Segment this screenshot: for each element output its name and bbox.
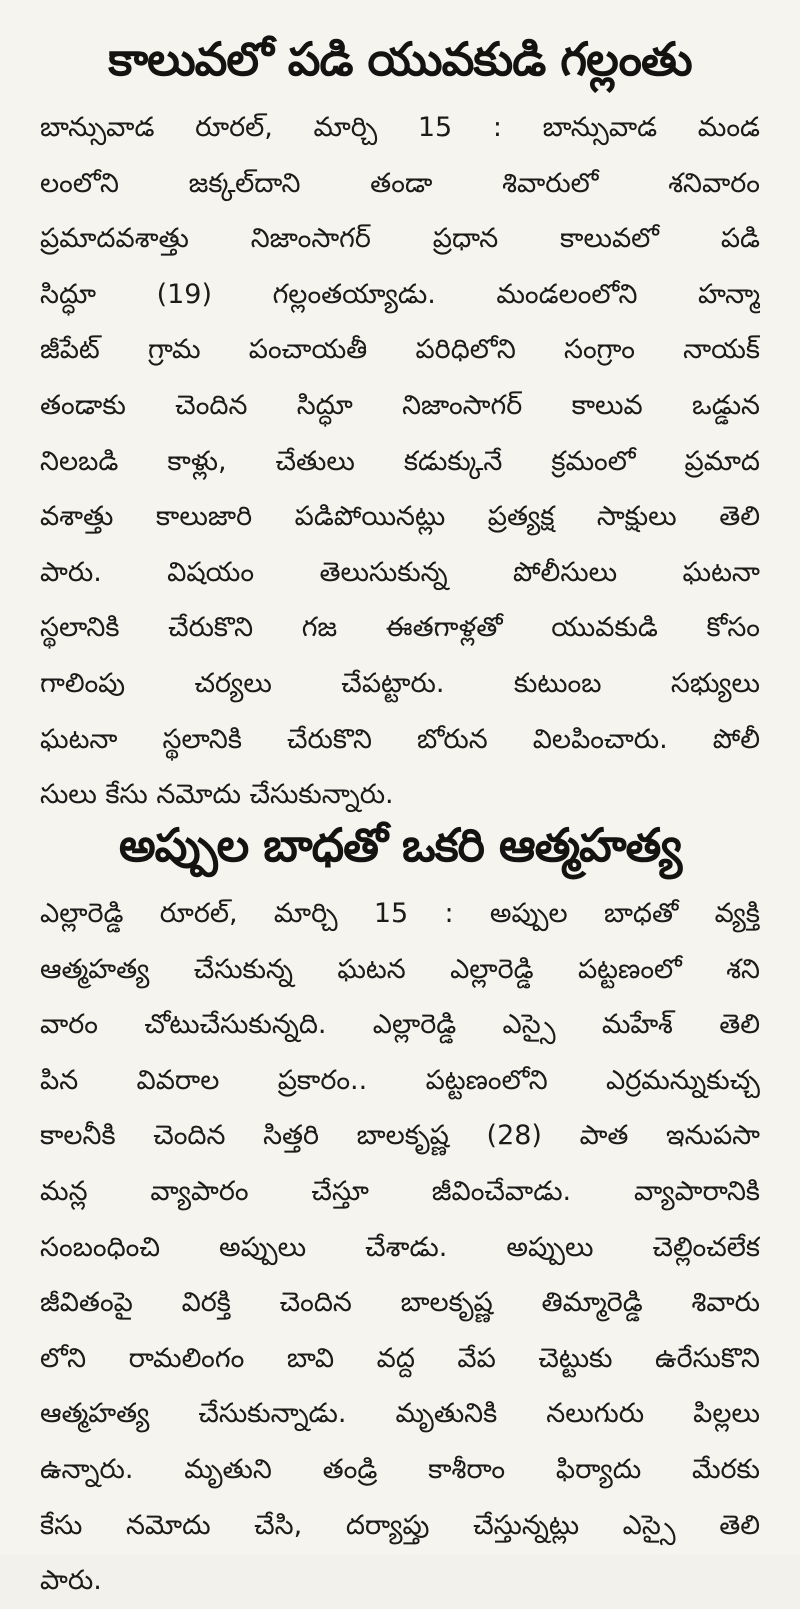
article-line: లోని రామలింగం బావి వద్ద వేప చెట్టుకు ఉరేసుకొని	[40, 1342, 760, 1374]
article-line: కేసు నమోదు చేసి, దర్యాప్తు చేస్తున్నట్లు ఎస్సై తెలి	[40, 1509, 760, 1541]
article-headline: కాలువలో పడి యువకుడి గల్లంతు	[108, 32, 692, 86]
article-debt-suicide	[40, 810, 760, 1609]
article-line: నిలబడి కాళ్లు, చేతులు కడుక్కునే క్రమంలో ప్రమాద	[40, 445, 760, 477]
article-line: ప్రమాదవశాత్తు నిజాంసాగర్ ప్రధాన కాలువలో పడి	[40, 223, 760, 255]
article-line: ఆత్మహత్య చేసుకున్నాడు. మృతునికి నలుగురు పిల్లలు	[40, 1398, 760, 1430]
article-line: సిద్ధూ (19) గల్లంతయ్యాడు. మండలంలోని హన్మా	[40, 278, 760, 310]
article-canal-drowning	[40, 24, 760, 823]
article-line: వారం చోటుచేసుకున్నది. ఎల్లారెడ్డి ఎస్సై మహేశ్ తెలి	[40, 1009, 760, 1041]
article-line: తండాకు చెందిన సిద్ధూ నిజాంసాగర్ కాలువ ఒడ్డున	[40, 389, 760, 421]
article-line: జీపేట్ గ్రామ పంచాయతీ పరిధిలోని సంగ్రాం నాయక్	[40, 334, 760, 366]
article-body	[40, 100, 760, 823]
article-line: బాన్సువాడ రూరల్, మార్చి 15 : బాన్సువాడ మండ	[40, 112, 760, 143]
article-line: ఆత్మహత్య చేసుకున్న ఘటన ఎల్లారెడ్డి పట్టణంలో శని	[40, 953, 760, 985]
article-line: పిన వివరాల ప్రకారం.. పట్టణంలోని ఎర్రమన్నుకుచ్చ	[40, 1064, 760, 1096]
article-line: ఘటనా స్థలానికి చేరుకొని బోరున విలపించారు. పోలీ	[40, 723, 760, 755]
article-line: పారు. విషయం తెలుసుకున్న పోలీసులు ఘటనా	[40, 556, 760, 588]
article-line: ఉన్నారు. మృతుని తండ్రి కాశీరాం ఫిర్యాదు మేరకు	[40, 1453, 760, 1485]
article-line: మన్ల వ్యాపారం చేస్తూ జీవించేవాడు. వ్యాపారానికి	[40, 1175, 760, 1207]
article-line: జీవితంపై విరక్తి చెందిన బాలకృష్ణ తిమ్మారెడ్డి శివారు	[40, 1287, 760, 1319]
article-line: స్థలానికి చేరుకొని గజ ఈతగాళ్లతో యువకుడి కోసం	[40, 612, 760, 644]
article-line: వశాత్తు కాలుజారి పడిపోయినట్లు ప్రత్యక్ష సాక్షులు తెలి	[40, 501, 760, 533]
article-line: సులు కేసు నమోదు చేసుకున్నారు.	[40, 779, 394, 811]
article-line: సంబంధించి అప్పులు చేశాడు. అప్పులు చెల్లించలేక	[40, 1231, 760, 1263]
article-line: గాలింపు చర్యలు చేపట్టారు. కుటుంబ సభ్యులు	[40, 667, 760, 699]
article-line: ఎల్లారెడ్డి రూరల్, మార్చి 15 : అప్పుల బాధతో వ్యక్తి	[40, 898, 760, 929]
article-headline: అప్పుల బాధతో ఒకరి ఆత్మహత్య	[118, 818, 682, 872]
article-body	[40, 886, 760, 1609]
article-line: కాలనీకి చెందిన సిత్తరి బాలకృష్ణ (28) పాత ఇనుపసా	[40, 1120, 760, 1152]
article-line: పారు.	[40, 1565, 102, 1597]
article-line: లంలోని జక్కల్‌దాని తండా శివారులో శనివారం	[40, 167, 760, 199]
